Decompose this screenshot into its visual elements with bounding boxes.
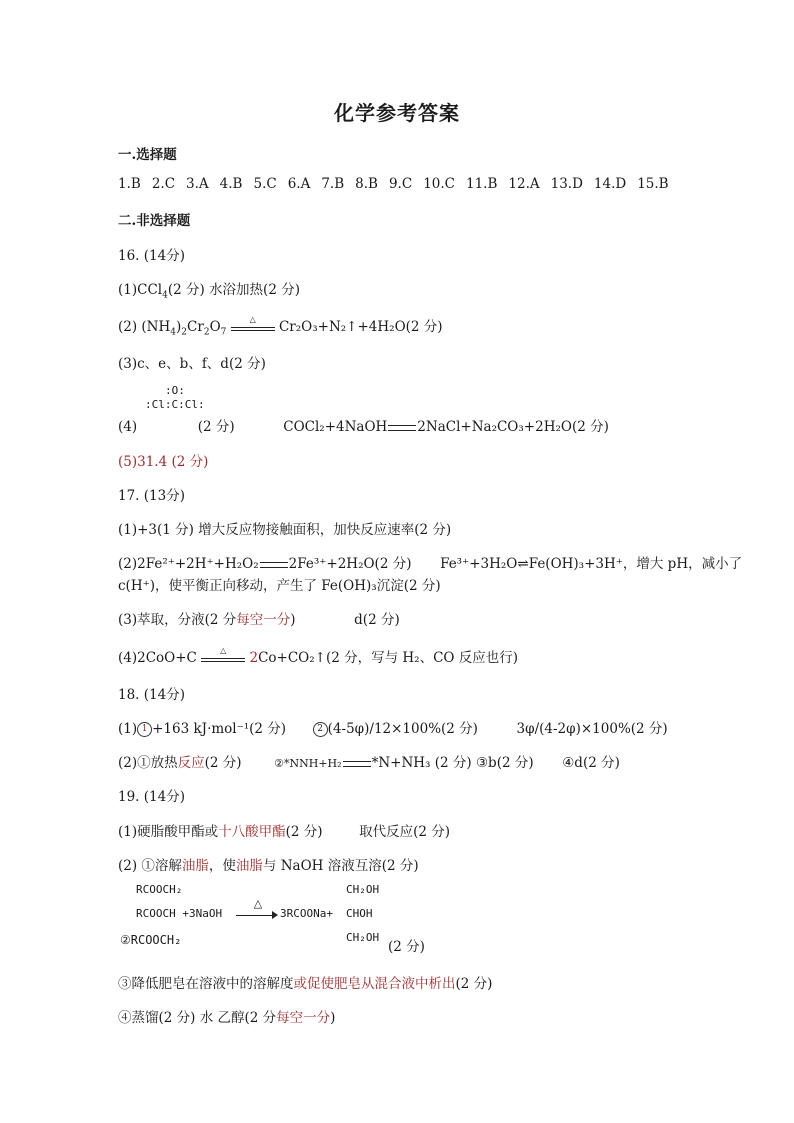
q19-part1 [118,820,450,840]
q17-p4-right: Co+CO₂↑(2 分，写与 H₂、CO 反应也行) [258,650,519,666]
mc-answer: 8.B [355,176,378,192]
q17-p4-left: (4)2CoO+C [118,650,197,666]
q17-p2-b-left: Fe³⁺+3H₂O [440,556,518,572]
arrow-head-icon [272,911,278,919]
sap-reactant-2: RCOOCH +3NaOH [136,907,223,920]
q18-p2-e: ④d(2 分) [562,755,620,771]
q18-p2-b: (2 分) [204,755,242,771]
q16-part1 [118,278,300,301]
sap-product: 3RCOONa+ [280,907,333,920]
heat-symbol: △ [220,645,227,655]
q17-p2-b-right: Fe(OH)₃+3H⁺，增大 pH，减小了 [528,556,743,572]
mc-answer: 5.C [253,176,277,192]
mc-answer: 9.C [388,176,413,192]
equilibrium-arrow: ⇌ [517,556,529,572]
q19-header: 19. (14分) [118,789,185,805]
q16-header: 16. (14分) [118,248,185,264]
q19-p1-b: (2 分) [285,824,323,840]
q17-part4 [118,646,518,666]
q18-p2-red: 反应 [177,755,205,771]
q18-header: 18. (14分) [118,687,185,703]
q19-p1-red: 十八酸甲酯 [218,824,286,840]
q17-part2-cont: c(H⁺)，使平衡正向移动，产生了 Fe(OH)₃沉淀(2 分) [118,578,441,594]
heat-symbol: △ [249,314,256,324]
mc-answer: 1.B [118,176,141,192]
q16-p4-eq-right: 2NaCl+Na₂CO₃+2H₂O(2 分) [417,419,609,435]
q18-p2-c: ②*NNH+H₂ [274,757,342,770]
q16-p2-sub3: 2 [203,327,210,338]
mc-answer: 14.D [593,176,627,192]
mc-answer: 2.C [151,176,176,192]
q16-p1-text: (1)CCl [118,282,163,298]
q17-part1: (1)+3(1 分) 增大反应物接触面积，加快反应速率(2 分) [118,522,452,538]
q18-p2-d: *N+NH₃ (2 分) ③b(2 分) [371,755,534,771]
q18-part2 [118,751,620,771]
q17-p3-a: (3)萃取，分液(2 分 [118,612,237,628]
equals-sign [343,761,371,767]
mc-answer: 12.A [508,176,540,192]
q16-p1-sub: 4 [162,290,168,301]
q16-p2-sub4: 7 [220,327,227,338]
q19-p1-c: 取代反应(2 分) [359,824,451,840]
q16-p2-sub2: 2 [181,327,188,338]
mc-answer: 3.A [186,176,209,192]
section-nonchoice-heading: 二.非选择题 [118,213,191,229]
q19-p4-b: ) [330,1010,336,1026]
q16-p2-mid2: Cr [187,319,204,335]
mc-answer: 13.D [550,176,583,192]
q17-p3-c: d(2 分) [354,612,400,628]
q16-part3: (3)c、e、b、f、d(2 分) [118,356,266,372]
q19-part3 [118,972,492,992]
q19-p2-a: (2) ①溶解 [118,858,182,874]
q16-p2-prefix: (2) (NH [118,319,171,335]
equals-sign [260,562,288,568]
saponification-equation [120,883,440,953]
equals-sign [388,425,416,431]
mc-answer: 7.B [321,176,345,192]
q16-p2-sub1: 4 [170,327,177,338]
q16-p2-mid3: O [209,319,221,335]
heat-equals-sign [201,645,245,666]
sap-score: (2 分) [388,939,425,955]
q17-p4-red: 2 [249,650,259,666]
mc-answer: 4.B [219,176,243,192]
heat-symbol: △ [253,897,263,910]
q17-part3 [118,608,400,628]
q18-part1 [118,717,668,737]
q16-p1-rest: (2 分) 水浴加热(2 分) [167,282,300,298]
sap-reactant-3: ②RCOOCH₂ [120,933,182,947]
glycerol-3: CH₂OH [346,931,380,944]
q17-header: 17. (13分) [118,488,185,504]
circled-number: 2 [313,722,328,737]
mc-answer: 6.A [287,176,311,192]
q17-p2-a-right: 2Fe³⁺+2H₂O(2 分) [288,556,412,572]
q16-p4-label: (4) [118,419,138,435]
sap-reactant-1: RCOOCH₂ [136,883,183,896]
mc-answer: 15.B [637,176,669,192]
q17-p3-red: 每空一分 [236,612,291,628]
q19-p2-b: ，使 [208,858,236,874]
q18-p1-a: (1) [118,721,138,737]
glycerol-2: CHOH [346,907,373,920]
q19-p3-b: (2 分) [455,976,493,992]
q19-p1-a: (1)硬脂酸甲酯或 [118,824,219,840]
q18-p2-a: (2)①放热 [118,755,178,771]
q16-p4-score: (2 分) [197,419,235,435]
q17-part2 [118,552,742,572]
q16-p4-eq-left: COCl₂+4NaOH [283,419,388,435]
reaction-arrow [236,915,274,916]
page-title: 化学参考答案 [334,101,460,125]
q19-p2-c: 与 NaOH 溶液互溶(2 分) [262,858,419,874]
q18-p1-d: 3φ/(4-2φ)×100%(2 分) [516,721,668,737]
glycerol-1: CH₂OH [346,883,380,896]
section-choice-heading: 一.选择题 [118,147,177,163]
q19-p4-red: 每空一分 [276,1010,331,1026]
q16-p2-products: Cr₂O₃+N₂↑+4H₂O(2 分) [278,319,443,335]
q19-p3-a: ③降低肥皂在溶液中的溶解度 [118,976,294,992]
lewis-top: :O: [165,384,185,397]
q19-part2 [118,854,419,874]
circled-number: 1 [137,722,152,737]
q16-part4 [118,415,609,435]
q19-p3-red: 或促使肥皂从混合液中析出 [293,976,456,992]
q18-p1-b: +163 kJ·mol⁻¹(2 分) [152,721,287,737]
q19-p4-a: ④蒸馏(2 分) 水 乙醇(2 分 [118,1010,277,1026]
q19-part4 [118,1006,335,1026]
heat-equals-sign [231,314,275,335]
q16-part2 [118,315,443,338]
mc-answer: 10.C [423,176,455,192]
lewis-mid: :Cl:C:Cl: [145,398,205,411]
q18-p1-c: (4-5φ)/12×100%(2 分) [327,721,478,737]
q17-p2-a-left: (2)2Fe²⁺+2H⁺+H₂O₂ [118,556,259,572]
q17-p3-b: ) [290,612,296,628]
q19-p2-red2: 油脂 [235,858,263,874]
mc-answer-row [118,176,680,192]
mc-answer: 11.B [466,176,498,192]
q16-part5: (5)31.4 (2 分) [118,454,209,470]
q19-p2-red1: 油脂 [181,858,209,874]
q16-p2-mid1: ) [176,319,182,335]
